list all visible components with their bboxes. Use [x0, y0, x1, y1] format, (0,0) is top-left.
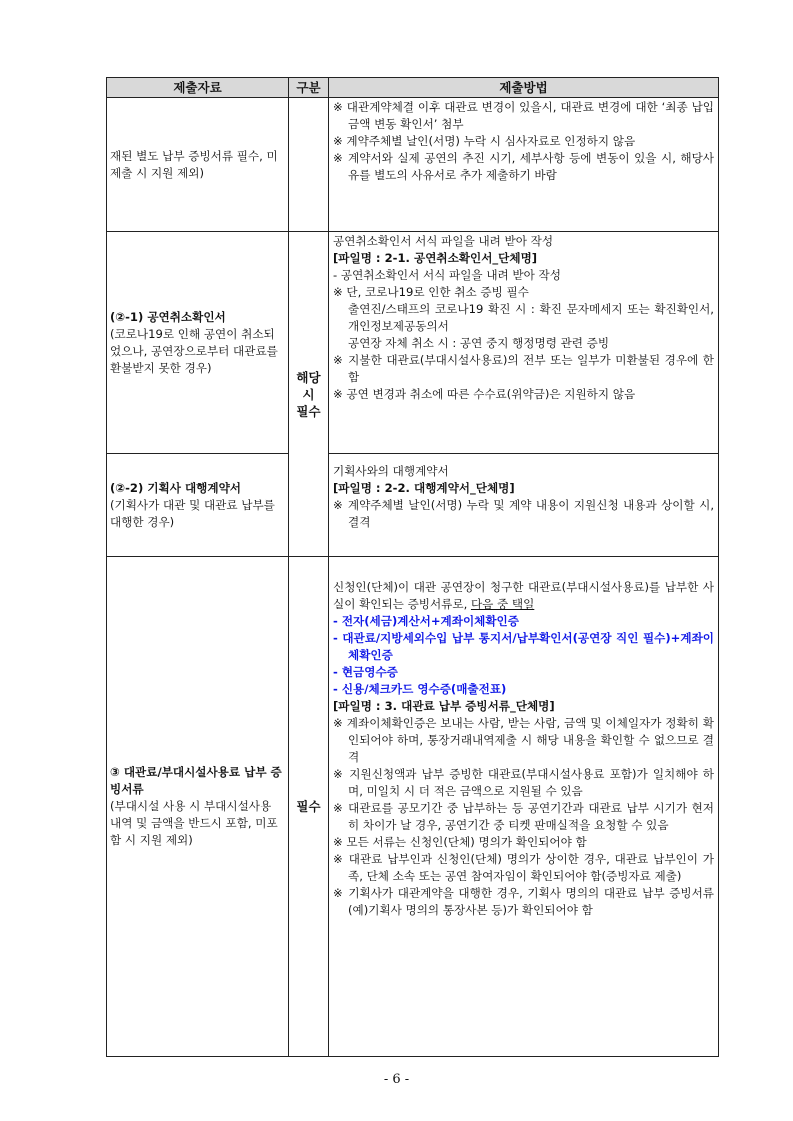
note: ※ 대관료 납부인과 신청인(단체) 명의가 상이한 경우, 대관료 납부인이 가족, 단체 소속 또는 공연 참여자임이 확인되어야 함(증빙자료 제출)	[333, 852, 714, 883]
option-item: - 대관료/지방세외수입 납부 통지서/납부확인서(공연장 직인 필수)+계좌이체확인증	[333, 631, 714, 662]
table-row	[107, 454, 719, 557]
table-header-row	[107, 78, 719, 98]
row3-desc: (기획사가 대관 및 대관료 납부를 대행한 경우)	[110, 497, 275, 529]
option-item: - 현금영수증	[333, 665, 398, 679]
note: ※ 지원신청액과 납부 증빙한 대관료(부대시설사용료 포함)가 일치해야 하며, 미일치 시 더 적은 금액으로 지원될 수 있음	[333, 767, 714, 798]
row1-materials	[107, 98, 289, 232]
note: ※ 계약서와 실제 공연의 추진 시기, 세부사항 등에 변동이 있을 시, 해당사유를 별도의 사유서로 추가 제출하기 바람	[333, 151, 714, 182]
category-line: 시	[302, 386, 315, 402]
table-row	[107, 557, 719, 1057]
intro: 기획사와의 대행계약서	[333, 464, 449, 478]
header-method: 제출방법	[329, 78, 719, 98]
intro-text: 신청인(단체)이 대관 공연장이 청구한 대관료(부대시설사용료)를 납부한 사실이 확인되는 증빙서류로,	[333, 580, 714, 611]
note: ※ 계좌이체확인증은 보내는 사람, 받는 사람, 금액 및 이체일자가 정확히 확인되어야 하며, 통장거래내역제출 시 해당 내용을 확인할 수 없으므로 결격	[333, 716, 714, 764]
row4-desc: (부대시설 사용 시 부대시설사용 내역 및 금액을 반드시 포함, 미포함 시 지원 제외)	[110, 799, 278, 847]
note: ※ 기획사가 대관계약을 대행한 경우, 기획사 명의의 대관료 납부 증빙서류(예)기획사 명의의 통장사본 등)가 확인되어야 함	[333, 886, 714, 917]
filename: [파일명 : 2-2. 대행계약서_단체명]	[333, 481, 515, 495]
dash-item: - 공연취소확인서 서식 파일을 내려 받아 작성	[333, 268, 561, 282]
row1-desc: 재된 별도 납부 증빙서류 필수, 미제출 시 지원 제외)	[110, 148, 278, 180]
page-number: - 6 -	[383, 1072, 410, 1087]
filename: [파일명 : 2-1. 공연취소확인서_단체명]	[333, 251, 538, 265]
intro	[333, 579, 714, 613]
row1-category	[289, 98, 329, 232]
intro: 공연취소확인서 서식 파일을 내려 받아 작성	[333, 234, 554, 248]
note: ※ 계약주체별 날인(서명) 누락 시 심사자료로 인정하지 않음	[333, 134, 636, 148]
header-materials: 제출자료	[107, 78, 289, 98]
row2-materials	[107, 232, 289, 454]
row1-method	[329, 98, 719, 232]
row4-category: 필수	[289, 557, 329, 1057]
table-row	[107, 98, 719, 232]
option-item: - 전자(세금)계산서+계좌이체확인증	[333, 614, 519, 628]
sub-item: 출연진/스태프의 코로나19 확진 시 : 확진 문자메세지 또는 확진확인서, 개인정보제공동의서	[348, 302, 714, 333]
intro-choice: 다음 중 택일	[470, 597, 535, 611]
row4-materials	[107, 557, 289, 1057]
note: ※ 계약주체별 날인(서명) 누락 및 계약 내용이 지원신청 내용과 상이할 시, 결격	[333, 498, 714, 529]
note: ※ 대관계약체결 이후 대관료 변경이 있을시, 대관료 변경에 대한 ‘최종 납입 금액 변동 확인서’ 첨부	[333, 100, 714, 131]
note: ※ 단, 코로나19로 인한 취소 증빙 필수	[333, 285, 529, 299]
row4-title: ③ 대관료/부대시설사용료 납부 증빙서류	[110, 765, 282, 796]
submission-table	[106, 77, 719, 1057]
sub-item: 공연장 자체 취소 시 : 공연 중지 행정명령 관련 증빙	[348, 336, 610, 350]
note: ※ 모든 서류는 신청인(단체) 명의가 확인되어야 함	[333, 835, 587, 849]
row3-method	[329, 454, 719, 557]
row2-method	[329, 232, 719, 454]
row2-desc: (코로나19로 인해 공연이 취소되었으나, 공연장으로부터 대관료를 환불받지 못한 경우)	[110, 326, 278, 375]
note: ※ 대관료를 공모기간 중 납부하는 등 공연기간과 대관료 납부 시기가 현저히 차이가 날 경우, 공연기간 중 티켓 판매실적을 요청할 수 있음	[333, 801, 714, 832]
row4-method	[329, 557, 719, 1057]
row3-materials	[107, 454, 289, 557]
row2-category	[289, 232, 329, 557]
row3-title: (②-2) 기획사 대행계약서	[110, 480, 241, 495]
note: ※ 공연 변경과 취소에 따른 수수료(위약금)은 지원하지 않음	[333, 387, 636, 401]
row2-title: (②-1) 공연취소확인서	[110, 309, 226, 324]
category-line: 해당	[296, 369, 321, 385]
table-row	[107, 232, 719, 454]
header-category: 구분	[289, 78, 329, 98]
category-line: 필수	[296, 403, 321, 419]
filename: [파일명 : 3. 대관료 납부 증빙서류_단체명]	[333, 699, 555, 713]
note: ※ 지불한 대관료(부대시설사용료)의 전부 또는 일부가 미환불된 경우에 한함	[333, 353, 714, 384]
option-item: - 신용/체크카드 영수증(매출전표)	[333, 682, 507, 696]
